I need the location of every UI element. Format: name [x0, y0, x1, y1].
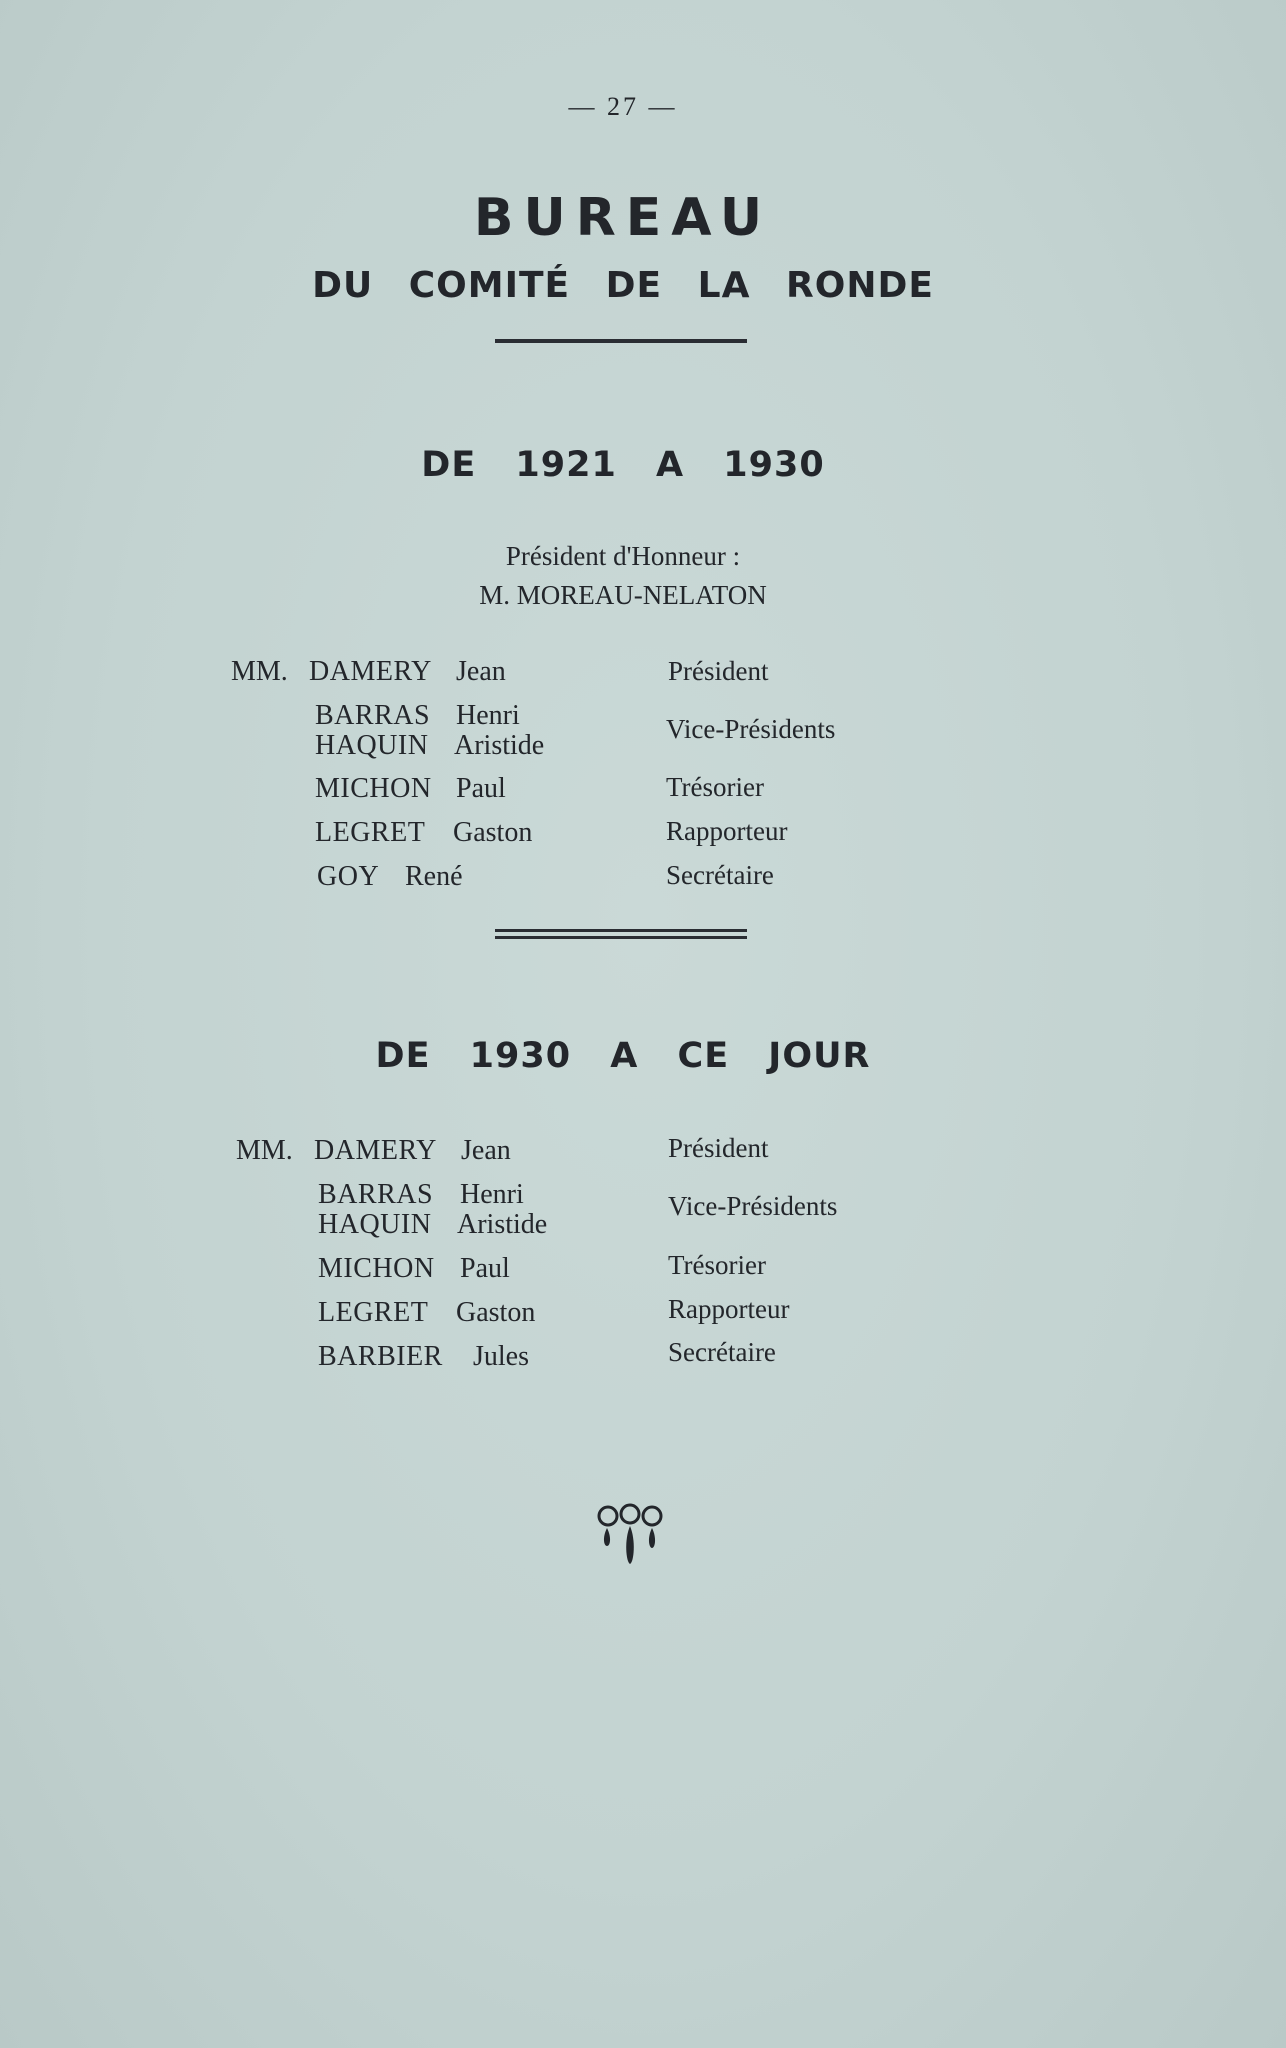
member-surname: MICHON: [315, 773, 432, 804]
floral-ornament-icon: [590, 1500, 670, 1570]
honorary-president-name: M. MOREAU-NELATON: [479, 580, 767, 610]
member-role: Président: [668, 1133, 769, 1163]
honorary-president-label: Président d'Honneur :: [505, 541, 741, 571]
member-first-name: Gaston: [453, 817, 533, 848]
section-divider: [495, 929, 747, 939]
member-role: Rapporteur: [666, 816, 788, 846]
members-prefix: MM.: [236, 1135, 293, 1166]
member-role: Trésorier: [668, 1250, 766, 1280]
member-first-name: Paul: [456, 773, 506, 804]
member-surname: MICHON: [318, 1253, 435, 1284]
member-surname: HAQUIN: [315, 730, 429, 761]
period-heading-1930-today: DE 1930 A CE JOUR: [375, 1036, 871, 1076]
member-first-name: Henri: [460, 1179, 524, 1210]
member-surname: BARBIER: [318, 1341, 443, 1372]
member-first-name: Gaston: [456, 1297, 536, 1328]
member-first-name: Aristide: [454, 730, 545, 761]
member-role: Secrétaire: [668, 1337, 776, 1367]
member-role: Vice-Présidents: [668, 1191, 838, 1221]
member-role: Vice-Présidents: [666, 714, 836, 744]
members-prefix: MM.: [231, 656, 288, 687]
member-role: Rapporteur: [668, 1294, 790, 1324]
member-first-name: Henri: [456, 700, 520, 731]
member-surname: DAMERY: [314, 1135, 437, 1166]
member-role: Secrétaire: [666, 860, 774, 890]
member-first-name: Paul: [460, 1253, 510, 1284]
page-subtitle: DU COMITÉ DE LA RONDE: [312, 265, 934, 306]
member-first-name: Jules: [473, 1341, 529, 1372]
member-first-name: Jean: [456, 656, 506, 687]
member-first-name: René: [405, 861, 463, 892]
member-first-name: Jean: [461, 1135, 511, 1166]
page-title: BUREAU: [473, 188, 773, 248]
member-surname: DAMERY: [309, 656, 432, 687]
page-number: — 27 —: [568, 92, 678, 121]
member-surname: GOY: [317, 861, 380, 892]
member-surname: BARRAS: [315, 700, 431, 731]
member-surname: HAQUIN: [318, 1209, 432, 1240]
member-role: Président: [668, 656, 769, 686]
period-heading-1921-1930: DE 1921 A 1930: [421, 445, 825, 485]
title-divider: [495, 339, 747, 343]
member-first-name: Aristide: [457, 1209, 548, 1240]
member-role: Trésorier: [666, 772, 764, 802]
member-surname: BARRAS: [318, 1179, 434, 1210]
member-surname: LEGRET: [318, 1297, 429, 1328]
member-surname: LEGRET: [315, 817, 426, 848]
